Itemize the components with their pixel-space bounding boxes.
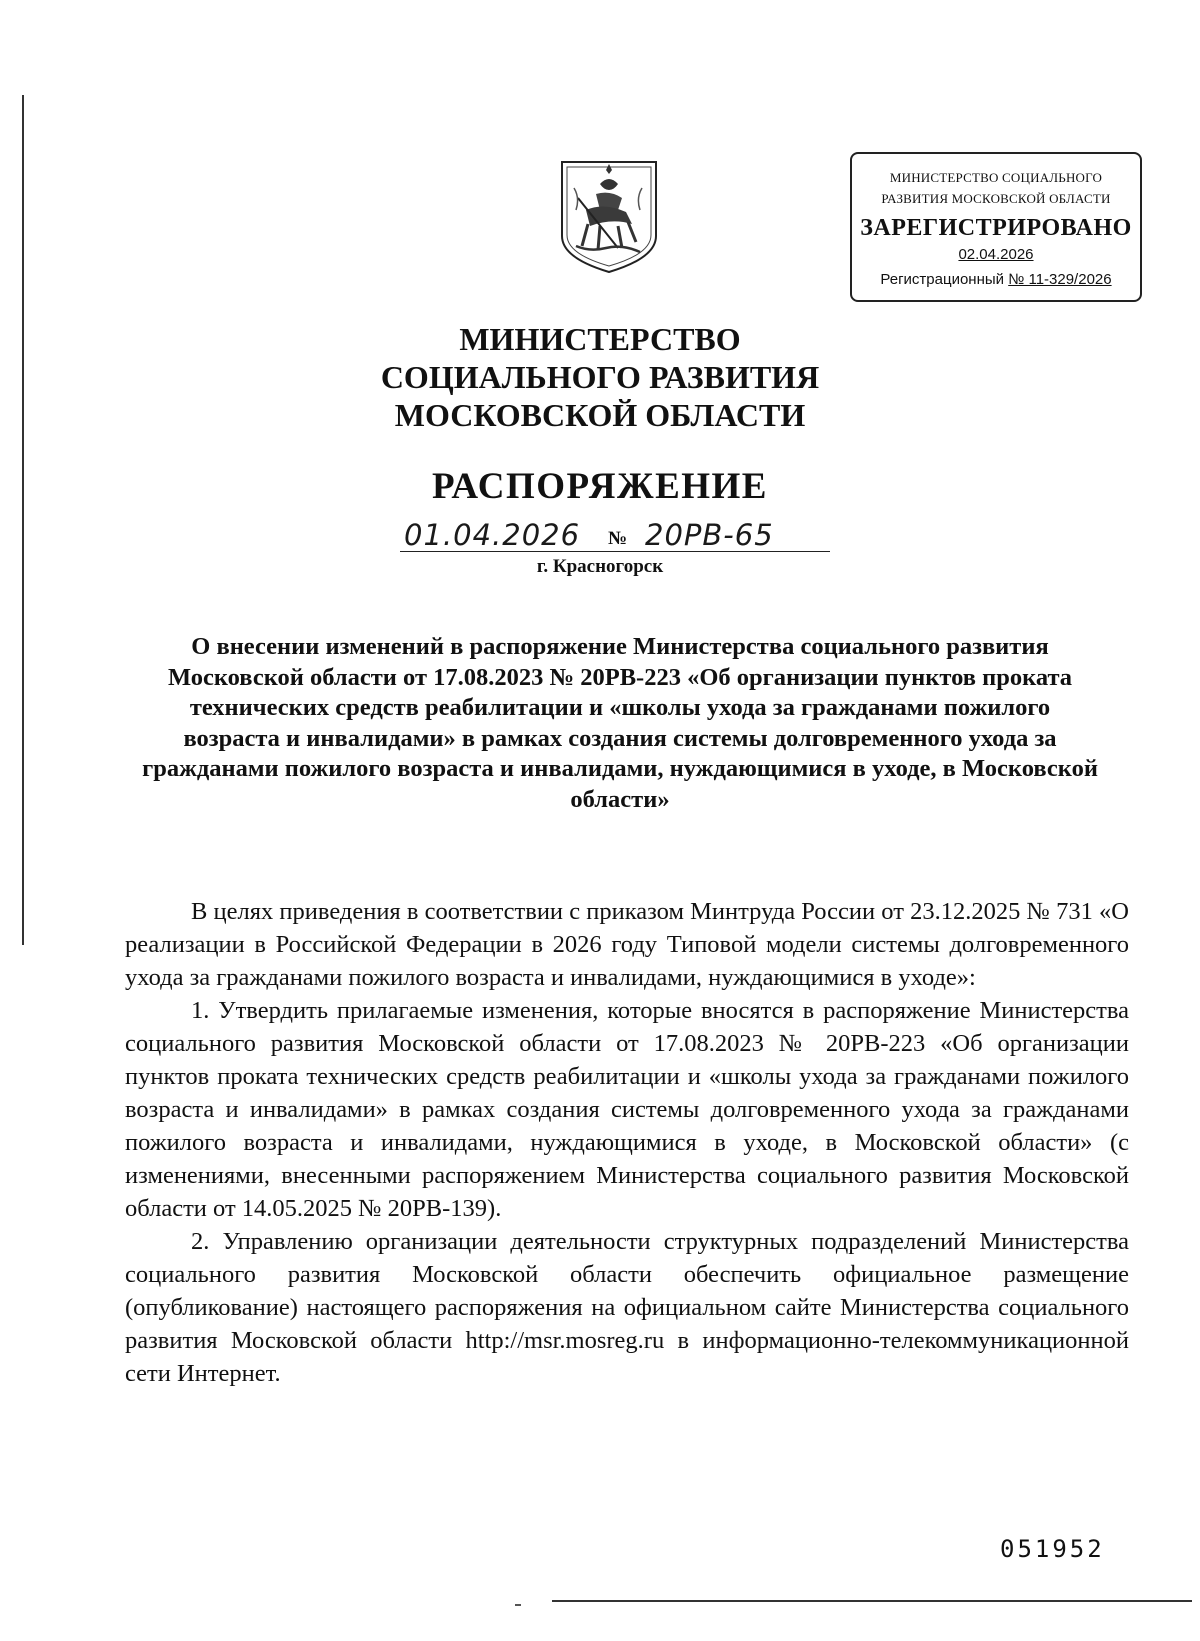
bottom-line xyxy=(552,1600,1192,1602)
ministry-title xyxy=(0,320,1200,434)
body-paragraph-1: В целях приведения в соответствии с приказом Минтруда России от 23.12.2025 № 731 «О реализации в Российской Федерации в 2026 году Типовой модели системы долговременного ухода за гражданами пожилого возраста и инвалидами, нуждающимися в уходе»: xyxy=(125,898,1129,991)
stamp-reg-label: Регистрационный xyxy=(880,271,1005,288)
ministry-line-1: МИНИСТЕРСТВО xyxy=(459,321,741,357)
document-code: 051952 xyxy=(1000,1535,1105,1563)
stamp-registration-number xyxy=(852,271,1140,288)
coat-of-arms-icon xyxy=(556,158,662,276)
stamp-org-line2: РАЗВИТИЯ МОСКОВСКОЙ ОБЛАСТИ xyxy=(881,191,1111,206)
document-heading: О внесении изменений в распоряжение Министерства социального развития Московской области от 17.08.2023 № 20РВ-223 «Об организации пунктов проката технических средств реабилитации и «школы ухода за гражданами пожилого возраста и инвалидами» в рамках создания системы долговременного ухода за гражданами пожилого возраста и инвалидами, нуждающимися в уходе, в Московской области» xyxy=(142,633,1098,813)
handwritten-number: 20РВ-65 xyxy=(645,518,774,552)
left-margin-line xyxy=(22,95,24,945)
bottom-dash xyxy=(515,1604,521,1606)
stamp-date: 02.04.2026 xyxy=(958,246,1034,263)
stamp-reg-number: № 11-329/2026 xyxy=(1008,271,1112,288)
body-paragraph-2: 1. Утвердить прилагаемые изменения, которые вносятся в распоряжение Министерства социального развития Московской области от 17.08.2023 № 20РВ-223 «Об организации пунктов проката технических средств реабилитации и «школы ухода за гражданами пожилого возраста и инвалидами» в рамках создания системы долговременного ухода за гражданами пожилого возраста и инвалидами, нуждающимися в уходе, в Московской области» (с изменениями, внесенными распоряжением Министерства социального развития Московской области от 14.05.2025 № 20РВ-139). xyxy=(125,997,1129,1222)
city: г. Красногорск xyxy=(536,556,664,577)
registration-stamp xyxy=(850,152,1142,302)
document-type: РАСПОРЯЖЕНИЕ xyxy=(431,466,768,507)
stamp-org-line1: МИНИСТЕРСТВО СОЦИАЛЬНОГО xyxy=(889,170,1103,185)
date-number-line xyxy=(400,518,830,554)
handwritten-date: 01.04.2026 xyxy=(404,518,581,552)
ministry-line-3: МОСКОВСКОЙ ОБЛАСТИ xyxy=(394,397,806,433)
body-paragraph-3: 2. Управлению организации деятельности структурных подразделений Министерства социального развития Московской области обеспечить официальное размещение (опубликование) настоящего распоряжения на официальном сайте Министерства социального развития Московской области http://msr.mosreg.ru в информационно-телекоммуникационной сети Интернет. xyxy=(125,1228,1129,1387)
ministry-line-2: СОЦИАЛЬНОГО РАЗВИТИЯ xyxy=(380,359,820,395)
number-sign: № xyxy=(608,528,628,549)
document-body xyxy=(125,895,1129,1390)
stamp-registered: ЗАРЕГИСТРИРОВАНО xyxy=(860,215,1132,241)
